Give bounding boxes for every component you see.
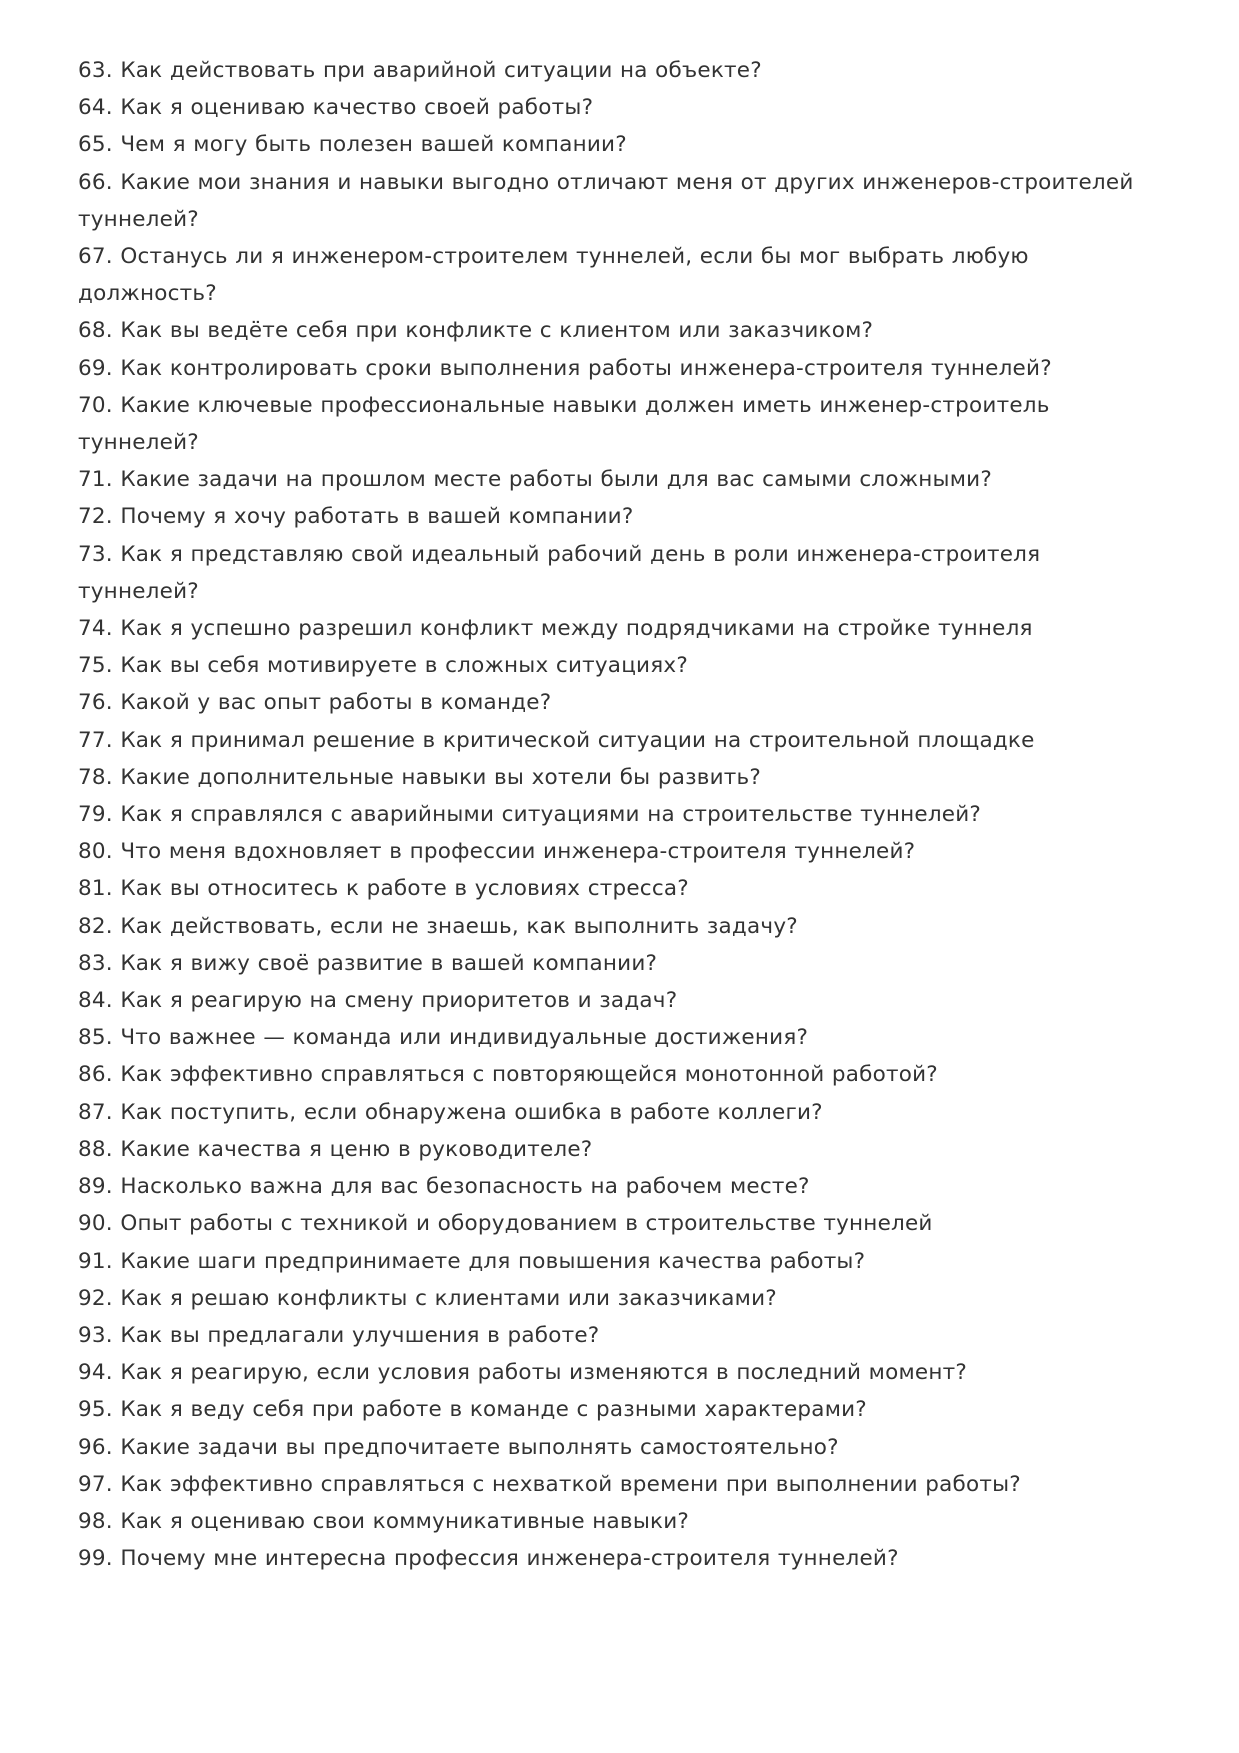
list-item: 77. Как я принимал решение в критической ситуации на строительной площадке	[78, 727, 1035, 753]
question-list	[78, 52, 1149, 1577]
list-item: 73. Как я представляю свой идеальный рабочий день в роли инженера-строителя туннелей?	[78, 541, 1041, 604]
list-item: 65. Чем я могу быть полезен вашей компании?	[78, 132, 627, 158]
list-item: 85. Что важнее — команда или индивидуальные достижения?	[78, 1025, 809, 1051]
list-item: 91. Какие шаги предпринимаете для повышения качества работы?	[78, 1248, 866, 1274]
list-item: 63. Как действовать при аварийной ситуации на объекте?	[78, 58, 762, 83]
list-item: 71. Какие задачи на прошлом месте работы были для вас самыми сложными?	[78, 467, 992, 493]
list-item: 93. Как вы предлагали улучшения в работе?	[78, 1322, 600, 1348]
list-item: 78. Какие дополнительные навыки вы хотели бы развить?	[78, 764, 762, 790]
list-item: 96. Какие задачи вы предпочитаете выполнять самостоятельно?	[78, 1434, 839, 1460]
list-item: 94. Как я реагирую, если условия работы изменяются в последний момент?	[78, 1360, 967, 1386]
list-item: 81. Как вы относитесь к работе в условиях стресса?	[78, 876, 689, 902]
list-item: 80. Что меня вдохновляет в профессии инженера-строителя туннелей?	[78, 839, 916, 865]
list-item: 75. Как вы себя мотивируете в сложных ситуациях?	[78, 653, 688, 679]
list-item: 95. Как я веду себя при работе в команде с разными характерами?	[78, 1397, 867, 1423]
list-item: 64. Как я оцениваю качество своей работы?	[78, 95, 594, 121]
list-item: 86. Как эффективно справляться с повторяющейся монотонной работой?	[78, 1062, 938, 1088]
list-item: 92. Как я решаю конфликты с клиентами или заказчиками?	[78, 1285, 777, 1311]
list-item: 67. Останусь ли я инженером-строителем туннелей, если бы мог выбрать любую должность?	[78, 244, 1029, 307]
list-item: 74. Как я успешно разрешил конфликт между подрядчиками на стройке туннеля	[78, 616, 1033, 642]
list-item: 72. Почему я хочу работать в вашей компании?	[78, 504, 634, 530]
list-item: 82. Как действовать, если не знаешь, как выполнить задачу?	[78, 913, 798, 939]
list-item: 70. Какие ключевые профессиональные навыки должен иметь инженер-строитель туннелей?	[78, 392, 1050, 456]
list-item: 84. Как я реагирую на смену приоритетов и задач?	[78, 988, 678, 1014]
list-item: 66. Какие мои знания и навыки выгодно отличают меня от других инженеров-строителей туннелей?	[78, 169, 1134, 232]
list-item: 87. Как поступить, если обнаружена ошибка в работе коллеги?	[78, 1099, 823, 1125]
list-item: 88. Какие качества я ценю в руководителе?	[78, 1136, 593, 1162]
list-item: 79. Как я справлялся с аварийными ситуациями на строительстве туннелей?	[78, 802, 982, 828]
list-item: 89. Насколько важна для вас безопасность на рабочем месте?	[78, 1174, 810, 1200]
list-item: 97. Как эффективно справляться с нехваткой времени при выполнении работы?	[78, 1471, 1021, 1497]
list-item: 83. Как я вижу своё развитие в вашей компании?	[78, 950, 658, 976]
list-item: 69. Как контролировать сроки выполнения работы инженера-строителя туннелей?	[78, 355, 1052, 381]
list-item: 76. Какой у вас опыт работы в команде?	[78, 690, 552, 716]
list-item: 90. Опыт работы с техникой и оборудованием в строительстве туннелей	[78, 1211, 933, 1237]
list-item: 68. Как вы ведёте себя при конфликте с клиентом или заказчиком?	[78, 318, 874, 344]
list-item: 98. Как я оцениваю свои коммуникативные навыки?	[78, 1508, 690, 1534]
list-item: 99. Почему мне интересна профессия инженера-строителя туннелей?	[78, 1546, 899, 1572]
